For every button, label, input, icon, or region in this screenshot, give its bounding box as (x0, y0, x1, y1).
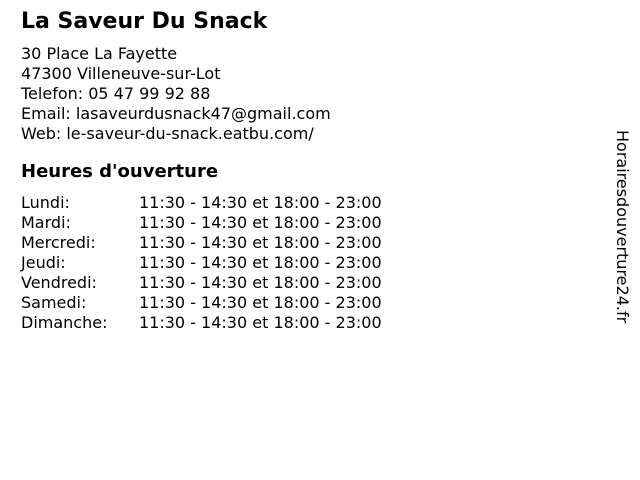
hours-time-value: 11:30 - 14:30 et 18:00 - 23:00 (139, 313, 382, 332)
business-name: La Saveur Du Snack (21, 9, 268, 34)
hours-time-value: 11:30 - 14:30 et 18:00 - 23:00 (139, 193, 382, 212)
hours-row-samedi (21, 293, 382, 313)
hours-day-label: Vendredi: (21, 273, 97, 292)
hours-time-value: 11:30 - 14:30 et 18:00 - 23:00 (139, 293, 382, 312)
hours-day-label: Dimanche: (21, 313, 108, 332)
hours-time-value: 11:30 - 14:30 et 18:00 - 23:00 (139, 213, 382, 232)
hours-row-jeudi (21, 253, 382, 273)
hours-day-label: Lundi: (21, 193, 70, 212)
hours-day-label: Mardi: (21, 213, 71, 232)
hours-time-value: 11:30 - 14:30 et 18:00 - 23:00 (139, 253, 382, 272)
hours-day-label: Samedi: (21, 293, 87, 312)
email-line: Email: lasaveurdusnack47@gmail.com (21, 104, 331, 123)
watermark-site-name: Horairesdouverture24.fr (613, 130, 632, 324)
hours-day-label: Mercredi: (21, 233, 96, 252)
hours-day-label: Jeudi: (21, 253, 66, 272)
hours-row-lundi (21, 193, 382, 213)
hours-heading: Heures d'ouverture (21, 161, 219, 182)
hours-row-vendredi (21, 273, 382, 293)
hours-row-mercredi (21, 233, 382, 253)
hours-row-mardi (21, 213, 382, 233)
address-line-2: 47300 Villeneuve-sur-Lot (21, 64, 221, 83)
hours-time-value: 11:30 - 14:30 et 18:00 - 23:00 (139, 233, 382, 252)
hours-row-dimanche (21, 313, 382, 333)
phone-line: Telefon: 05 47 99 92 88 (21, 84, 211, 103)
web-line: Web: le-saveur-du-snack.eatbu.com/ (21, 124, 314, 143)
contact-block (21, 44, 331, 144)
address-line-1: 30 Place La Fayette (21, 44, 178, 63)
hours-table (21, 193, 382, 333)
hours-time-value: 11:30 - 14:30 et 18:00 - 23:00 (139, 273, 382, 292)
